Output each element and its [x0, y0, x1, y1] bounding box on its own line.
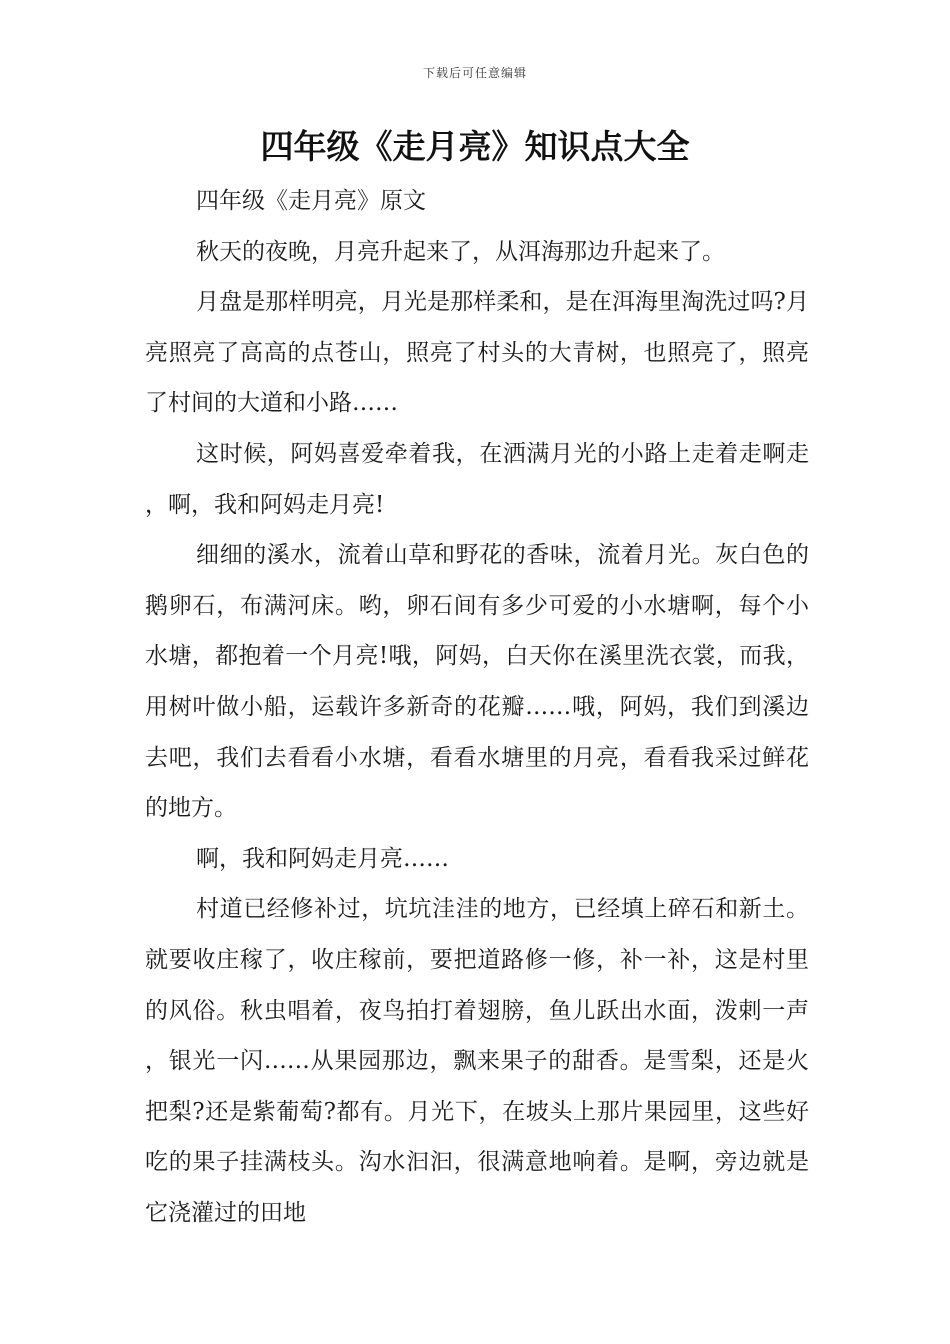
- header-note: 下载后可任意编辑: [422, 66, 527, 80]
- paragraph: 这时候，阿妈喜爱牵着我，在洒满月光的小路上走着走啊走，啊，我和阿妈走月亮!: [145, 440, 809, 518]
- paragraph: 秋天的夜晚，月亮升起来了，从洱海那边升起来了。: [196, 238, 725, 265]
- section-heading: 四年级《走月亮》原文: [196, 188, 426, 214]
- paragraph: 月盘是那样明亮，月光是那样柔和，是在洱海里淘洗过吗?月亮照亮了高高的点苍山，照亮了村头的大青树，也照亮了，照亮了村间的大道和小路……: [145, 289, 809, 417]
- paragraph: 啊，我和阿妈走月亮……: [196, 845, 449, 872]
- document-body: [145, 176, 809, 1238]
- document-title: 四年级《走月亮》知识点大全: [260, 127, 690, 166]
- paragraph: 村道已经修补过，坑坑洼洼的地方，已经填上碎石和新土。就要收庄稼了，收庄稼前，要把道路修一修，补一补，这是村里的风俗。秋虫唱着，夜鸟拍打着翅膀，鱼儿跃出水面，泼剌一声，银光一闪……从果园那边，飘来果子的甜香。是雪梨，还是火把梨?还是紫葡萄?都有。月光下，在坡头上那片果园里，这些好吃的果子挂满枝头。沟水汩汩，很满意地响着。是啊，旁边就是它浇灌过的田地: [145, 896, 809, 1226]
- paragraph: 细细的溪水，流着山草和野花的香味，流着月光。灰白色的鹅卵石，布满河床。哟，卵石间有多少可爱的小水塘啊，每个小水塘，都抱着一个月亮!哦，阿妈，白天你在溪里洗衣裳，而我，用树叶做小船，运载许多新奇的花瓣……哦，阿妈，我们到溪边去吧，我们去看看小水塘，看看水塘里的月亮，看看我采过鲜花的地方。: [145, 542, 809, 822]
